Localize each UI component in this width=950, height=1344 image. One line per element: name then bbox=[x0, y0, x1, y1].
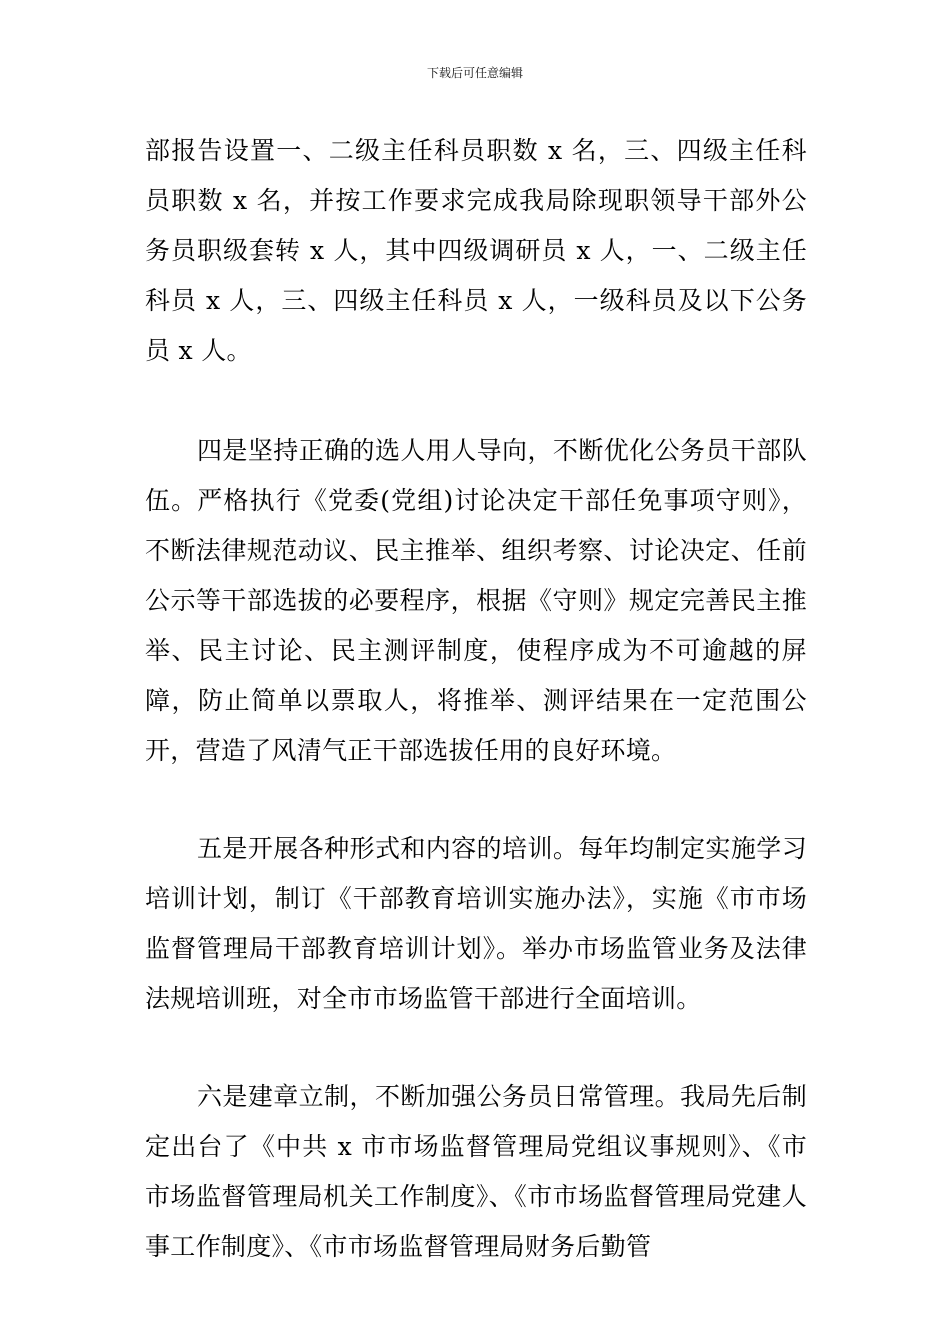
page-header: 下载后可任意编辑 bbox=[426, 66, 523, 80]
paragraph-continuation: 部报告设置一、二级主任科员职数 x 名，三、四级主任科员职数 x 名，并按工作要求完成我局除现职领导干部外公务员职级套转 x 人，其中四级调研员 x 人，一、二级主任科员 x 人，三、四级主任科员 x 人，一级科员及以下公务员 x 人。 bbox=[145, 136, 807, 365]
paragraph-gap bbox=[145, 1024, 807, 1072]
paragraph-four: 四是坚持正确的选人用人导向，不断优化公务员干部队伍。严格执行《党委(党组)讨论决定干部任免事项守则》，不断法律规范动议、民主推举、组织考察、讨论决定、任前公示等干部选拔的必要程序，根据《守则》规定完善民主推举、民主讨论、民主测评制度，使程序成为不可逾越的屏障，防止简单以票取人，将推举、测评结果在一定范围公开，营造了风清气正干部选拔任用的良好环境。 bbox=[145, 436, 807, 765]
paragraph-six: 六是建章立制，不断加强公务员日常管理。我局先后制定出台了《中共 x 市市场监督管理局党组议事规则》、《市市场监督管理局机关工作制度》、《市市场监督管理局党建人事工作制度》、《市市场监督管理局财务后勤管 bbox=[145, 1082, 807, 1261]
document-body bbox=[145, 126, 807, 1272]
paragraph-five: 五是开展各种形式和内容的培训。每年均制定实施学习培训计划，制订《干部教育培训实施办法》，实施《市市场监督管理局干部教育培训计划》。举办市场监管业务及法律法规培训班，对全市市场监管干部进行全面培训。 bbox=[145, 834, 807, 1013]
paragraph-gap bbox=[145, 776, 807, 824]
paragraph-gap bbox=[145, 376, 807, 426]
